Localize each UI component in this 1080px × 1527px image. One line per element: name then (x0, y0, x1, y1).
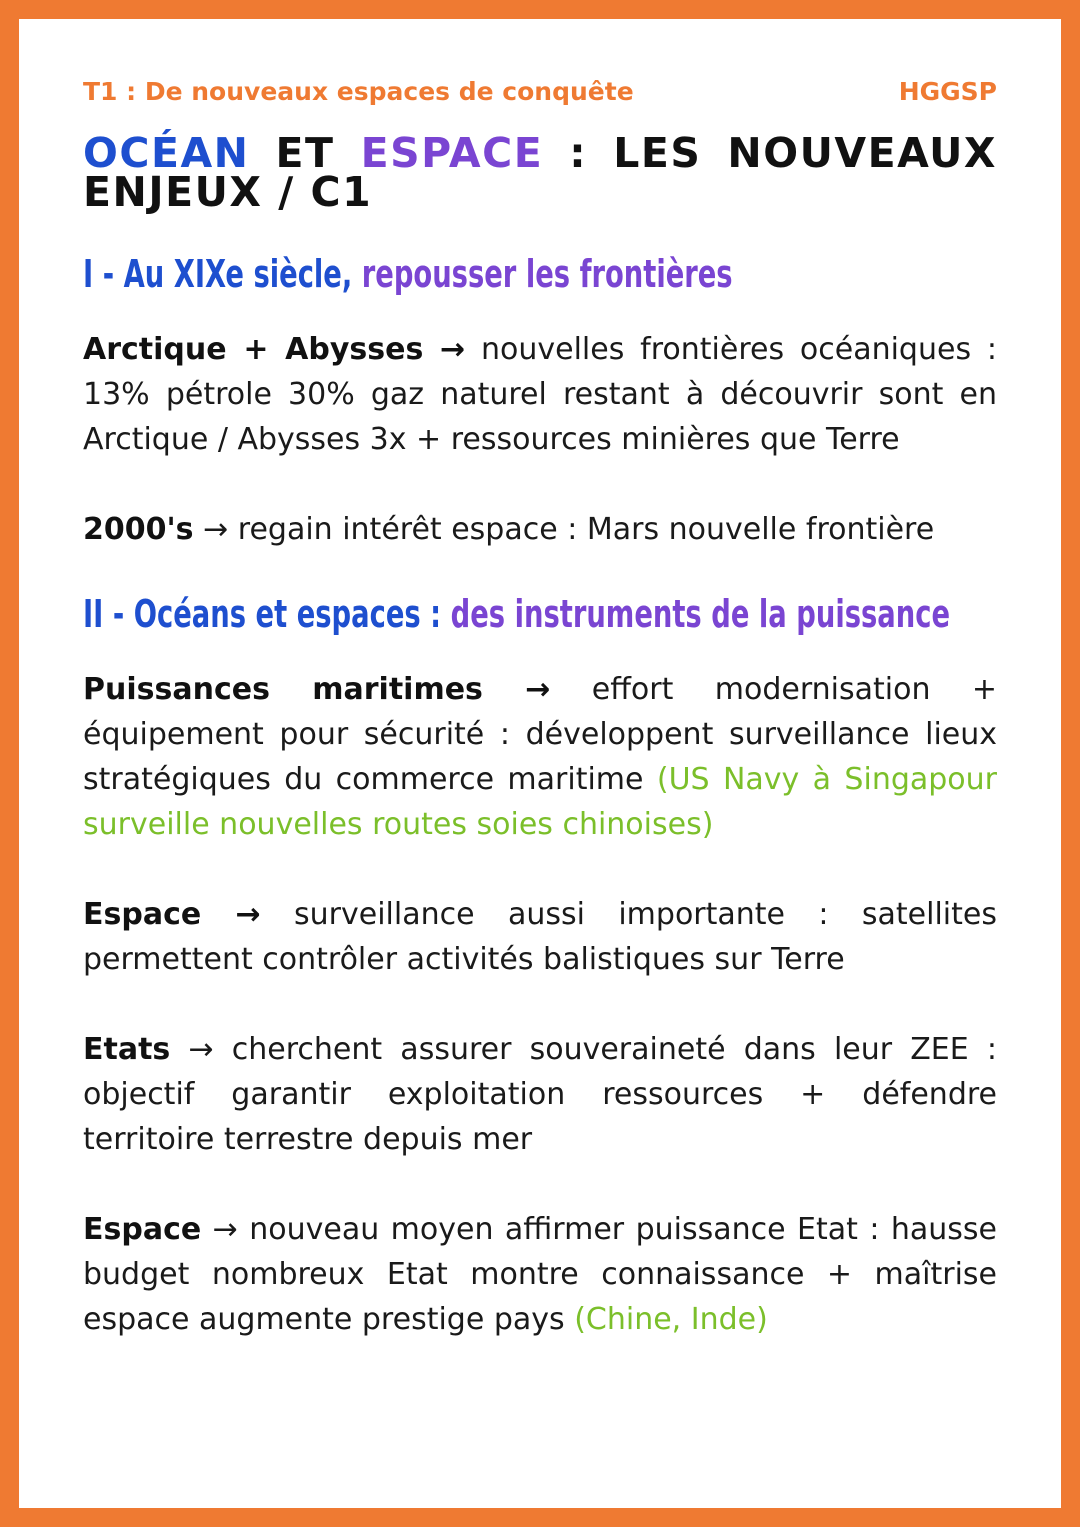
title-espace: ESPACE (360, 129, 544, 177)
paragraph-keyword: Espace (83, 1212, 202, 1247)
section-2-heading-a: II - Océans et espaces : (83, 592, 442, 636)
paragraph-keyword: Etats (83, 1032, 171, 1067)
section-2-heading (83, 590, 951, 638)
paragraph-text: → regain intérêt espace : Mars nouvelle frontière (203, 512, 935, 547)
page-title (83, 129, 997, 216)
section-1-heading-a: I - Au XIXe siècle, (83, 252, 353, 296)
title-ocean: OCÉAN (83, 129, 250, 177)
paragraph-puissances-maritimes (83, 667, 997, 847)
document-content (83, 77, 997, 1342)
paragraph-keyword: Puissances maritimes → (83, 672, 551, 707)
paragraph-example: (Chine, Inde) (574, 1302, 768, 1337)
title-rest: : LES NOUVEAUX ENJEUX / C1 (83, 129, 997, 216)
paragraph-text: → nouveau moyen affirmer puissance Etat : hausse budget nombreux Etat montre connaissance + maîtrise espace augmente prestige pays (83, 1212, 997, 1337)
paragraph-espace-puissance (83, 1207, 997, 1342)
section-1-heading (83, 250, 741, 298)
page-header (83, 77, 997, 106)
paragraph-text: effort modernisation + équipement pour sécurité : développent surveillance lieux stratégiques du commerce maritime (83, 672, 997, 797)
paragraph-espace-surveillance (83, 892, 997, 982)
subject-label: HGGSP (898, 77, 997, 106)
paragraph-arctique (83, 327, 997, 462)
paragraph-text: → cherchent assurer souveraineté dans leur ZEE : objectif garantir exploitation ressources + défendre territoire terrestre depuis mer (83, 1032, 997, 1157)
section-1-heading-b: repousser les frontières (361, 252, 733, 296)
paragraph-keyword: Espace → (83, 897, 261, 932)
paragraph-keyword: 2000's (83, 512, 194, 547)
paragraph-text: nouvelles frontières océaniques : 13% pétrole 30% gaz naturel restant à découvrir sont en Arctique / Abysses 3x + ressources minières que Terre (83, 332, 997, 457)
topic-label: T1 : De nouveaux espaces de conquête (83, 77, 634, 106)
section-2-heading-b: des instruments de la puissance (450, 592, 951, 636)
paragraph-keyword: Arctique + Abysses → (83, 332, 466, 367)
title-et: ET (275, 129, 335, 177)
paragraph-etats (83, 1027, 997, 1162)
paragraph-text: surveillance aussi importante : satellites permettent contrôler activités balistiques sur Terre (83, 897, 997, 977)
paragraph-example: (US Navy à Singapour surveille nouvelles routes soies chinoises) (83, 762, 997, 842)
paragraph-2000s (83, 507, 997, 552)
